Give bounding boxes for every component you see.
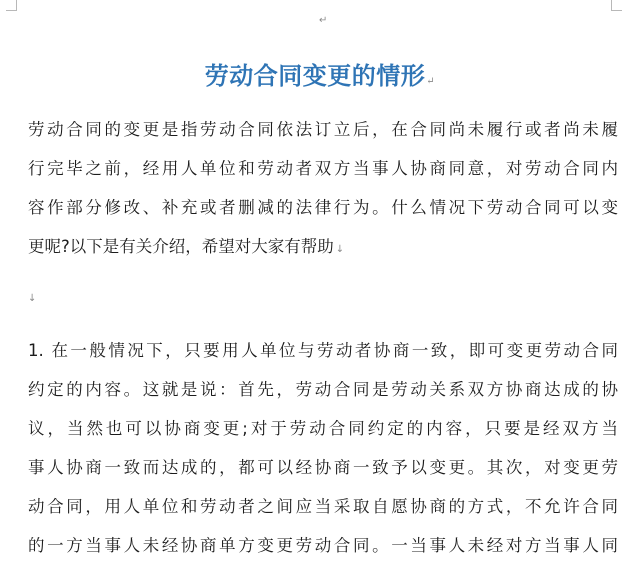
body-paragraph-1[interactable] — [28, 110, 618, 266]
crop-mark-top-left — [6, 0, 17, 11]
text-line: 动合同，用人单位和劳动者之间应当采取自愿协商的方式，不允许合同 — [28, 497, 618, 516]
text-line: 事人协商一致而达成的，都可以经协商一致予以变更。其次，对变更劳 — [28, 458, 618, 477]
text-line-content: 更呢?以下是有关介绍，希望对大家有帮助 — [28, 237, 334, 256]
document-title-text: 劳动合同变更的情形 — [204, 61, 426, 90]
paragraph-mark-icon: ↵ — [319, 15, 328, 26]
empty-paragraph-line-break-mark-icon: ↓ — [28, 293, 37, 304]
text-line: 容作部分修改、补充或者删减的法律行为。什么情况下劳动合同可以变 — [28, 198, 618, 217]
crop-mark-top-right — [611, 0, 622, 11]
text-line: 的一方当事人未经协商单方变更劳动合同。一当事人未经对方当事人同 — [28, 536, 618, 555]
document-title[interactable] — [0, 58, 640, 100]
text-line: 劳动合同的变更是指劳动合同依法订立后，在合同尚未履行或者尚未履 — [28, 120, 618, 139]
text-line: 议，当然也可以协商变更;对于劳动合同约定的内容，只要是经双方当 — [28, 419, 618, 438]
body-paragraph-2[interactable] — [28, 331, 618, 565]
text-line: 行完毕之前，经用人单位和劳动者双方当事人协商同意，对劳动合同内 — [28, 159, 618, 178]
text-line: 1. 在一般情况下，只要用人单位与劳动者协商一致，即可变更劳动合同 — [28, 341, 618, 360]
line-break-mark-icon: ↓ — [335, 244, 345, 255]
text-line: 约定的内容。这就是说：首先，劳动合同是劳动关系双方协商达成的协 — [28, 380, 618, 399]
paragraph-mark-icon: ↵ — [426, 76, 436, 87]
text-line-last — [28, 227, 618, 266]
